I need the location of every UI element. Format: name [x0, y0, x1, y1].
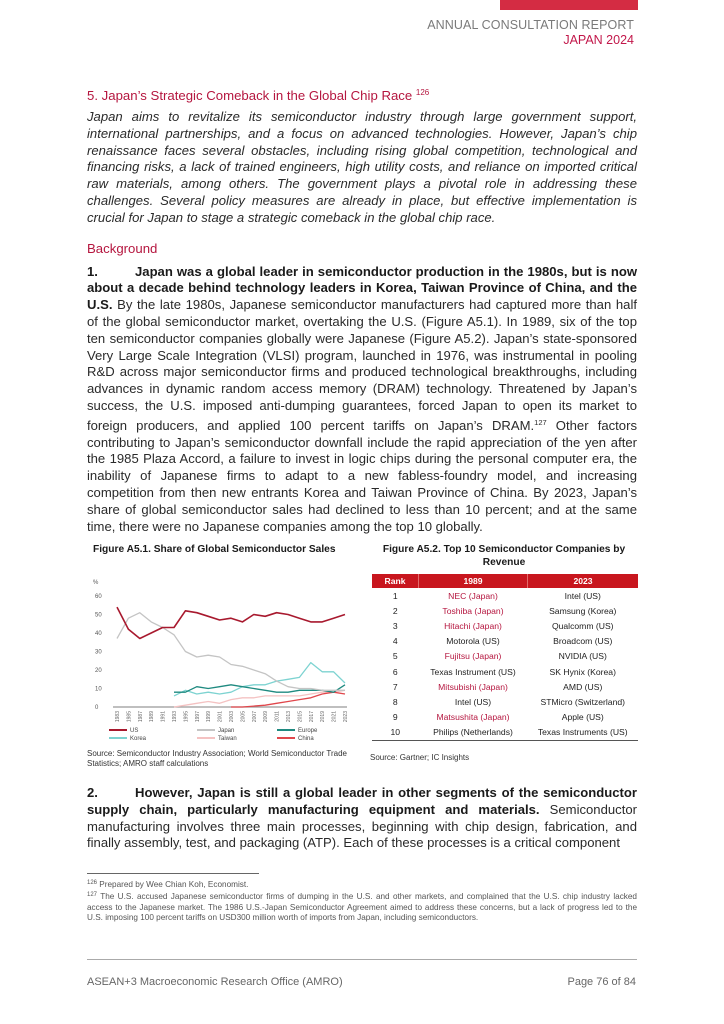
- table-row: [372, 679, 638, 694]
- cell-y1989: Matsushita (Japan): [436, 712, 510, 723]
- paragraph-2-lead: However, Japan is still a global leader in other segments of the semiconductor supply chain, particularly manufacturing equipment and materials.: [87, 785, 637, 817]
- background-heading: Background: [87, 240, 158, 256]
- series-us-line: [117, 607, 345, 638]
- x-tick: 1991: [160, 711, 167, 723]
- cell-y1989: Intel (US): [454, 696, 492, 707]
- legend-label-china: China: [298, 736, 314, 742]
- x-tick: 1983: [115, 711, 121, 723]
- footnote-ref-127[interactable]: 127: [534, 417, 547, 427]
- cell-y2023: Texas Instruments (US): [528, 725, 639, 741]
- x-tick: 1995: [183, 711, 190, 723]
- series-china-line: [231, 692, 345, 707]
- x-tick: 1999: [206, 711, 213, 723]
- cell-rank: 9: [392, 712, 398, 723]
- paragraph-2: 2. However, Japan is still a global leader in other segments of the semiconductor supply chain, particularly manufacturing equipment and materials. Semiconductor manufacturing involves three main processes, beginning with chip design, fabrication, and finally assembly, test, and packaging (ATP). Each of these processes is a critical component: [87, 785, 637, 851]
- cell-rank: 3: [392, 620, 398, 631]
- table-row: [372, 710, 638, 725]
- figure-a5-1-source: Source: Semiconductor Industry Association; World Semiconductor Trade Statistics; AMRO staff calculations: [87, 749, 347, 768]
- footnotes: [87, 878, 637, 924]
- y-tick: 20: [95, 668, 102, 674]
- cell-rank: 4: [392, 636, 398, 647]
- legend-label-taiwan: Taiwan: [218, 736, 237, 742]
- legend-label-japan: Japan: [218, 728, 235, 734]
- cell-rank: 1: [392, 590, 398, 601]
- x-tick: 2017: [308, 711, 315, 723]
- series-europe-line: [174, 685, 345, 692]
- footer-org: ASEAN+3 Macroeconomic Research Office (AMRO): [87, 976, 343, 988]
- legend-label-europe: Europe: [298, 728, 318, 734]
- x-tick: 2019: [320, 711, 327, 723]
- cell-y1989: Motorola (US): [446, 636, 500, 647]
- cell-y2023: Samsung (Korea): [549, 605, 617, 616]
- y-tick: 40: [95, 631, 102, 637]
- legend-label-us: US: [130, 728, 139, 734]
- col-1989: 1989: [419, 574, 528, 588]
- header-accent-bar: [500, 0, 638, 10]
- cell-y2023: Qualcomm (US): [551, 620, 614, 631]
- cell-y2023: AMD (US): [563, 681, 603, 692]
- x-tick: 2015: [297, 711, 304, 723]
- cell-rank: 2: [392, 605, 398, 616]
- x-tick: 2011: [274, 711, 281, 722]
- y-tick: 30: [95, 649, 102, 656]
- paragraph-1: 1. Japan was a global leader in semiconductor production in the 1980s, but is now about a decade behind technology leaders in Korea, Taiwan Province of China, and the U.S. By the late 1980s, Japanese semiconductor manufacturers had captured more than half of the global semiconductor market, overtaking the U.S. (Figure A5.1). In 1989, six of the top ten semiconductor companies globally were Japanese (Figure A5.2). Japan’s state-sponsored Very Large Scale Integration (VLSI) program, launched in 1976, was instrumental in pooling R&D across major semiconductor firms and produced technological breakthroughs, including advances in dynamic random access memory (DRAM) technology. Threatened by Japan’s success, the U.S. imposed anti-dumping guarantees, forced Japan to open its market to foreign producers, and applied 100 percent tariffs on Japan’s DRAM.$^{127}$ Other factors contributing to Japan’s semiconductor downfall include the rapid appreciation of the yen after the 1985 Plaza Accord, a failure to invest in logic chips during the personal computer era, the inability of Japanese firms to adapt to a new fabless-foundry model, and increasing competition from then new entrants Korea and Taiwan Province of China. By 2023, Japan’s share of global semiconductor sales had declined to less than 10 percent; and at the same time, there were no Japanese companies among the top 10 globally.: [87, 263, 637, 534]
- footnote-126: $^{126}$ Prepared by Wee Chian Koh, Economist.: [87, 880, 249, 889]
- y-axis-unit: %: [93, 580, 99, 586]
- section-title: 5. Japan’s Strategic Comeback in the Global Chip Race $^{126}$: [87, 88, 430, 103]
- cell-y2023: SK Hynix (Korea): [549, 666, 616, 677]
- table-row: [372, 649, 638, 664]
- section-summary: Japan aims to revitalize its semiconductor industry through large government support, international partnerships, and a focus on advanced technologies. However, Japan’s chip renaissance faces several obstacles, including rising global competition, technological and financing risks, a lack of trained engineers, high utility costs, and reliance on imported critical raw materials, among others. The government plays a pivotal role in addressing these challenges. Several policy measures are already in place, but effective implementation is crucial for Japan to stage a strategic comeback in the global chip race.: [87, 109, 637, 225]
- y-tick: 10: [95, 686, 102, 693]
- report-subtitle: JAPAN 2024: [563, 33, 634, 47]
- figure-a5-2: [370, 544, 638, 762]
- cell-y1989: Mitsubishi (Japan): [438, 681, 508, 692]
- figure-a5-1: [87, 544, 362, 768]
- col-2023: 2023: [528, 574, 639, 588]
- series-taiwan-line: [174, 690, 345, 707]
- x-tick: 2013: [286, 711, 292, 723]
- cell-y2023: Apple (US): [561, 712, 604, 723]
- figure-a5-2-source: Source: Gartner; IC Insights: [370, 753, 470, 762]
- cell-rank: 10: [372, 725, 419, 741]
- table-row: [372, 603, 638, 618]
- table-row: [372, 588, 638, 603]
- main-content: [87, 88, 637, 535]
- cell-rank: 7: [392, 681, 398, 692]
- cell-y1989: Philips (Netherlands): [419, 725, 528, 741]
- cell-rank: 5: [392, 651, 398, 662]
- top10-table: [372, 574, 638, 741]
- cell-y1989: Fujitsu (Japan): [444, 651, 502, 662]
- table-row: [372, 694, 638, 709]
- cell-rank: 6: [392, 666, 398, 677]
- x-tick: 2009: [263, 711, 270, 723]
- table-row: [372, 634, 638, 649]
- share-line-chart: [87, 574, 362, 744]
- cell-y1989: Texas Instrument (US): [430, 666, 516, 677]
- x-tick: 2005: [240, 711, 247, 723]
- cell-y2023: STMicro (Switzerland): [540, 696, 626, 707]
- cell-y2023: NVIDIA (US): [558, 651, 607, 662]
- y-tick: 50: [95, 612, 102, 619]
- footer-divider: [87, 959, 637, 960]
- x-tick: 2021: [331, 711, 338, 723]
- cell-y1989: NEC (Japan): [448, 590, 498, 601]
- x-tick: 1993: [172, 711, 178, 723]
- cell-rank: 8: [392, 696, 398, 707]
- page-number: Page 76 of 84: [567, 976, 636, 988]
- x-tick: 1989: [149, 711, 156, 723]
- cell-y2023: Intel (US): [564, 590, 601, 601]
- report-title: ANNUAL CONSULTATION REPORT: [427, 18, 634, 32]
- x-tick: 1987: [137, 711, 144, 723]
- table-row: [372, 618, 638, 633]
- x-tick: 1985: [126, 711, 133, 723]
- y-tick: 60: [95, 594, 102, 600]
- x-tick: 2023: [343, 711, 349, 723]
- cell-y1989: Toshiba (Japan): [442, 605, 504, 616]
- table-row: [372, 725, 638, 741]
- paragraph-1-lead: Japan was a global leader in semiconductor production in the 1980s, but is now about a decade behind technology leaders in Korea, Taiwan Province of China, and the U.S.: [87, 263, 637, 313]
- table-row: [372, 664, 638, 679]
- figure-a5-2-title: Figure A5.2. Top 10 Semiconductor Companies by Revenue: [382, 544, 626, 568]
- footnote-127: $^{127}$ The U.S. accused Japanese semiconductor firms of dumping in the U.S. and other markets, and complained that the U.S. chip industry lacked access to the Japanese market. The 1986 U.S.-Japan Semiconductor Agreement aimed to address these concerns, but a lack of progress led to the U.S. imposing 100 percent tariffs on USD300 million worth of imports from Japan, including semiconductors.: [87, 892, 637, 923]
- footnote-ref-126[interactable]: 126: [415, 88, 430, 97]
- legend-label-korea: Korea: [130, 736, 147, 742]
- x-tick: 2001: [217, 711, 224, 723]
- footnote-divider: [87, 873, 259, 874]
- x-tick: 2007: [251, 711, 258, 723]
- col-rank: Rank: [372, 574, 419, 588]
- y-tick: 0: [95, 705, 99, 711]
- figure-a5-1-title: Figure A5.1. Share of Global Semiconductor Sales: [93, 544, 336, 555]
- paragraph-2-block: [87, 785, 637, 852]
- x-tick: 1997: [194, 711, 201, 723]
- cell-y2023: Broadcom (US): [553, 636, 613, 647]
- x-tick: 2003: [229, 711, 235, 723]
- figures-row: [87, 544, 639, 769]
- cell-y1989: Hitachi (Japan): [444, 620, 502, 631]
- series-japan-line: [117, 613, 345, 691]
